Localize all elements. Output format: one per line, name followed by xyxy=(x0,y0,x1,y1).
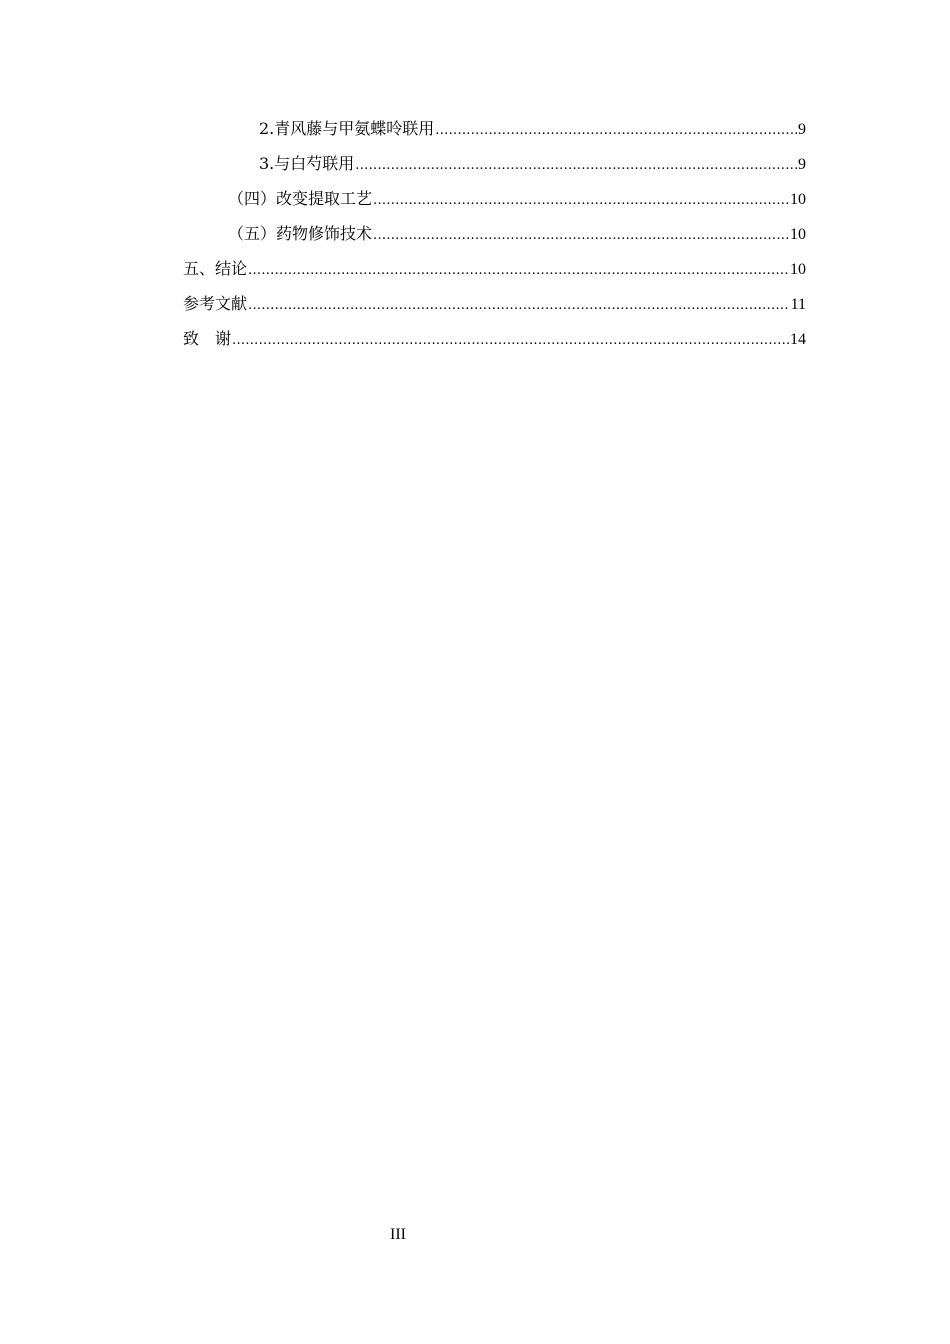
toc-entry[interactable] xyxy=(183,111,806,146)
table-of-contents xyxy=(183,111,806,356)
toc-entry-page: 9 xyxy=(798,156,806,173)
toc-dot-leader xyxy=(232,323,789,358)
toc-entry[interactable] xyxy=(183,146,806,181)
toc-entry-label: （五）药物修饰技术 xyxy=(228,224,373,243)
toc-entry[interactable] xyxy=(183,251,806,286)
toc-entry-page: 14 xyxy=(790,331,806,348)
toc-dot-leader xyxy=(373,218,789,253)
toc-entry-page: 10 xyxy=(790,191,806,208)
toc-entry-label: 致 谢 xyxy=(183,329,232,348)
toc-dot-leader xyxy=(248,253,789,288)
toc-entry-label: 五、结论 xyxy=(183,259,248,278)
toc-entry-page: 9 xyxy=(798,121,806,138)
toc-dot-leader xyxy=(355,148,797,183)
toc-dot-leader xyxy=(248,288,790,323)
toc-entry-label: 3.与白芍联用 xyxy=(259,154,355,173)
toc-entry-page: 11 xyxy=(790,296,806,313)
toc-entry-page: 10 xyxy=(790,226,806,243)
toc-entry[interactable] xyxy=(183,321,806,356)
toc-entry[interactable] xyxy=(183,216,806,251)
toc-entry-label: 2.青风藤与甲氨蝶呤联用 xyxy=(259,119,435,138)
toc-dot-leader xyxy=(373,183,789,218)
page-number: III xyxy=(390,1226,406,1243)
toc-dot-leader xyxy=(435,113,797,148)
toc-entry-label: （四）改变提取工艺 xyxy=(228,189,373,208)
toc-entry[interactable] xyxy=(183,181,806,216)
toc-entry-page: 10 xyxy=(790,261,806,278)
toc-entry[interactable] xyxy=(183,286,806,321)
toc-entry-label: 参考文献 xyxy=(183,294,248,313)
